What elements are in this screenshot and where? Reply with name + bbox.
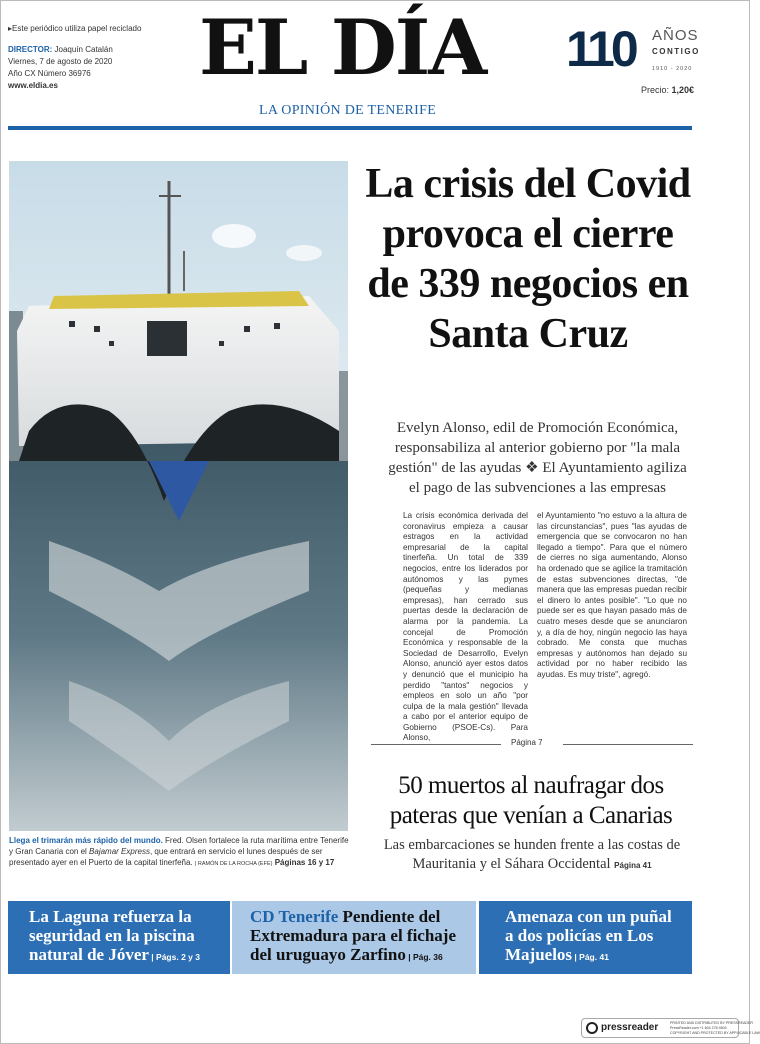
bottom-story-laguna[interactable]: La Laguna refuerza la seguridad en la piscina natural de Jóver | Págs. 2 y 3 [8,901,230,974]
divider [371,744,501,745]
recycled-note: ▸Este periódico utiliza papel reciclado [8,24,142,33]
second-subhead: Las embarcaciones se hunden frente a las costas de Mauritania y el Sáhara Occidental Página 41 [383,837,681,872]
tagline: LA OPINIÓN DE TENERIFE [259,103,437,118]
lead-headline: La crisis del Covid provoca el cierre de 339 negocios en Santa Cruz [365,161,691,357]
lead-page-ref: Página 7 [371,738,693,750]
masthead-info [8,23,141,92]
anniversary-number: 110 [566,21,635,77]
pressreader-badge[interactable]: pressreader PRINTED AND DISTRIBUTED BY PRESSREADER PressReader.com +1 604 278 4604 COPYRIGHT AND PROTECTED BY APPLICABLE LAW [581,1018,739,1038]
website-link[interactable]: www.eldia.es [8,81,58,90]
issue-line: Año CX Número 36976 [8,69,91,78]
pressreader-icon [586,1022,598,1034]
second-headline: 50 muertos al naufragar dos pateras que venían a Canarias [389,772,673,829]
lead-subhead: Evelyn Alonso, edil de Promoción Económica, responsabiliza al anterior gobierno por "la mala gestión" de las ayudas ❖ El Ayuntamiento agiliza el pago de las subvenciones a las empresas [388,420,687,496]
newspaper-logo: EL DÍA [199,3,486,92]
trimaran-image [9,161,348,831]
date-line: Viernes, 7 de agosto de 2020 [8,57,113,66]
price: Precio: 1,20€ [641,85,695,95]
lead-body-column-1: La crisis económica derivada del coronavirus empieza a causar estragos en la actividad empresarial de la capital tinerfeña. Un total de 339 negocios, entre los liderados por autónomos y las pymes (pequeñas y medianas empresas), han cerrado sus puertas desde la declaración de alarma por la pandemia. La concejal de Promoción Económica y responsable de la Sociedad de Desarrollo, Evelyn Alonso, anunció ayer estos datos y denunció que el municipio ha perdido "tantos" negocios y empleos en solo un año "por culpa de la mala gestión" llevada a cabo por el anterior equipo de Gobierno (PSOE-Cs). Para Alonso, [403,511,528,743]
masthead-rule [8,126,692,130]
director-line: DIRECTOR: Joaquín Catalán [8,45,113,54]
photo-caption: Llega el trimarán más rápido del mundo. Fred. Olsen fortalece la ruta marítima entre Tenerife y Gran Canaria con el Bajamar Express, que entrará en servicio el lunes después de ser presentado ayer en el Puerto de la capital tinerfeña. | RAMÓN DE LA ROCHA (EFE) Páginas 16 y 17 [9,836,349,867]
ship-photo [9,161,348,831]
lead-body-column-2: el Ayuntamiento "no estuvo a la altura de las circunstancias", pues "las ayudas de emergencia que se convocaron no han llegado a tiempo". Para que el número de cierres no siga aumentando, Alonso ha ordenado que se agilice la tramitación de estas subvenciones directas, "de manera que las empresas puedan recibir el dinero lo antes posible". "Lo que no puede ser es que hayan pasado más de cuatro meses desde que se anunciaron y, a día de hoy, ningún negocio las haya cobrado. Me consta que muchas empresas y autónomos han dejado su actividad por no haber recibido las ayudas. Es muy triste", agregó. [537,511,687,679]
bottom-story-majuelos[interactable]: Amenaza con un puñal a dos policías en Los Majuelos | Pág. 41 [479,901,692,974]
divider [563,744,693,745]
anniversary-badge: 110 AÑOS CONTIGO 1910 - 2020 [566,21,700,77]
triangle-icon: ▸ [8,24,13,33]
bottom-story-cd-tenerife[interactable]: CD Tenerife Pendiente del Extremadura para el fichaje del uruguayo Zarfino | Pág. 36 [232,901,476,974]
